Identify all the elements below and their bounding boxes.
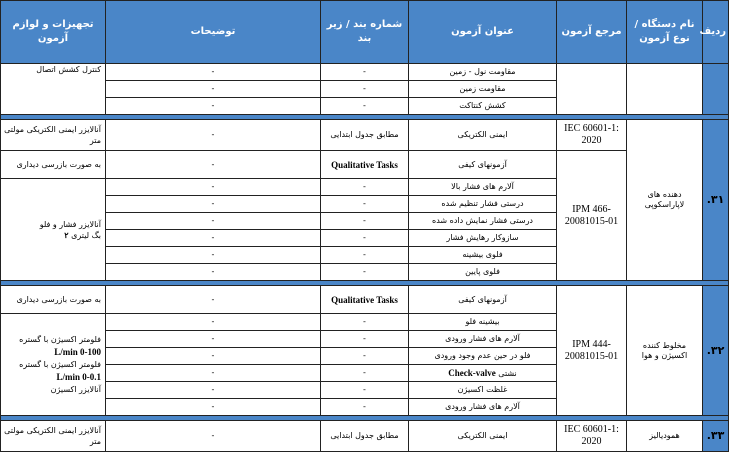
test-title: آلارم های فشار ورودی bbox=[409, 331, 557, 348]
equipment-text: بگ لیتری bbox=[71, 230, 101, 240]
equipment-line: آنالایزر فشار و فلو bbox=[39, 219, 101, 229]
clause-cell: - bbox=[321, 196, 409, 213]
test-title: آزمونهای کیفی bbox=[409, 151, 557, 179]
equipment-cell bbox=[1, 179, 106, 281]
description-cell: - bbox=[106, 81, 321, 98]
equipment-cell: آنالایزر ایمنی الکتریکی مولتی متر bbox=[1, 120, 106, 151]
clause-cell: - bbox=[321, 179, 409, 196]
description-cell: - bbox=[106, 382, 321, 399]
clause-cell: - bbox=[321, 213, 409, 230]
test-title: بیشینه فلو bbox=[409, 314, 557, 331]
description-cell: - bbox=[106, 365, 321, 382]
device-cell bbox=[627, 64, 703, 115]
test-title: ایمنی الکتریکی bbox=[409, 120, 557, 151]
description-cell: - bbox=[106, 64, 321, 81]
clause-cell: - bbox=[321, 399, 409, 416]
header-row-number: ردیف bbox=[703, 1, 729, 64]
test-reference: IEC 60601-1: 2020 bbox=[557, 120, 627, 151]
description-cell: - bbox=[106, 98, 321, 115]
test-title: مقاومت زمین bbox=[409, 81, 557, 98]
header-reference: مرجع آزمون bbox=[557, 1, 627, 64]
equipment-cell: به صورت بازرسی دیداری bbox=[1, 151, 106, 179]
test-title-text: نشتی bbox=[498, 368, 517, 378]
test-title: مقاومت نول - زمین bbox=[409, 64, 557, 81]
test-title: فلو در حین عدم وجود ورودی bbox=[409, 348, 557, 365]
equipment-cell bbox=[1, 314, 106, 416]
description-cell: - bbox=[106, 247, 321, 264]
row-index: ۳۱. bbox=[703, 120, 729, 281]
test-title: کشش کنتاکت bbox=[409, 98, 557, 115]
test-title: سازوکار رهایش فشار bbox=[409, 230, 557, 247]
clause-cell: - bbox=[321, 64, 409, 81]
equipment-line bbox=[3, 359, 101, 384]
equipment-number: ۲ bbox=[64, 230, 69, 240]
equipment-line bbox=[3, 334, 101, 359]
clause-cell: - bbox=[321, 314, 409, 331]
test-reference: IEC 60601-1: 2020 bbox=[557, 421, 627, 452]
test-reference: IPM 444-20081015-01 bbox=[557, 286, 627, 416]
header-device: نام دستگاه / نوع آزمون bbox=[627, 1, 703, 64]
clause-cell: - bbox=[321, 81, 409, 98]
test-title: درستی فشار نمایش داده شده bbox=[409, 213, 557, 230]
header-clause: شماره بند / زیر بند bbox=[321, 1, 409, 64]
device-name: همودیالیز bbox=[627, 421, 703, 452]
equipment-line bbox=[3, 230, 101, 241]
clause-cell: - bbox=[321, 382, 409, 399]
header-title: عنوان آزمون bbox=[409, 1, 557, 64]
header-equipment: تجهیزات و لوازم آزمون bbox=[1, 1, 106, 64]
clause-cell: - bbox=[321, 98, 409, 115]
table-row bbox=[1, 151, 729, 179]
row-index-cell bbox=[703, 64, 729, 115]
equipment-range: L/min 0-0.1 bbox=[56, 371, 101, 382]
clause-cell: مطابق جدول ابتدایی bbox=[321, 120, 409, 151]
test-title: درستی فشار تنظیم شده bbox=[409, 196, 557, 213]
test-title: ایمنی الکتریکی bbox=[409, 421, 557, 452]
test-title-latin: Check-valve bbox=[448, 367, 496, 378]
description-cell: - bbox=[106, 196, 321, 213]
table-row bbox=[1, 286, 729, 314]
description-cell: - bbox=[106, 179, 321, 196]
test-title: آلارم های فشار بالا bbox=[409, 179, 557, 196]
description-cell: - bbox=[106, 264, 321, 281]
header-description: توضیحات bbox=[106, 1, 321, 64]
table-row bbox=[1, 120, 729, 151]
test-reference: IPM 466-20081015-01 bbox=[557, 151, 627, 281]
clause-cell: - bbox=[321, 365, 409, 382]
equipment-text: فلومتر اکسیژن با گستره bbox=[19, 359, 101, 369]
description-cell: - bbox=[106, 421, 321, 452]
clause-cell: Qualitative Tasks bbox=[321, 286, 409, 314]
clause-cell: - bbox=[321, 331, 409, 348]
clause-cell: مطابق جدول ابتدایی bbox=[321, 421, 409, 452]
description-cell: - bbox=[106, 213, 321, 230]
description-cell: - bbox=[106, 120, 321, 151]
description-cell: - bbox=[106, 348, 321, 365]
device-name: مخلوط کننده اکسیژن و هوا bbox=[627, 286, 703, 416]
test-title: آلارم های فشار ورودی bbox=[409, 399, 557, 416]
test-title: فلوی پایین bbox=[409, 264, 557, 281]
equipment-cell: آنالایزر ایمنی الکتریکی مولتی متر bbox=[1, 421, 106, 452]
clause-cell: - bbox=[321, 348, 409, 365]
clause-cell: - bbox=[321, 230, 409, 247]
row-index: ۳۳. bbox=[703, 421, 729, 452]
description-cell: - bbox=[106, 230, 321, 247]
description-cell: - bbox=[106, 314, 321, 331]
description-cell: - bbox=[106, 151, 321, 179]
test-title bbox=[409, 365, 557, 382]
description-cell: - bbox=[106, 399, 321, 416]
device-name: دهنده های لاپاراسکوپی bbox=[627, 120, 703, 281]
table-row bbox=[1, 64, 729, 81]
header-row bbox=[1, 1, 729, 64]
equipment-range: L/min 0-100 bbox=[54, 346, 101, 357]
table-row bbox=[1, 421, 729, 452]
equipment-cell: کنترل کشش اتصال bbox=[1, 64, 106, 115]
test-title: آزمونهای کیفی bbox=[409, 286, 557, 314]
test-title: فلوی بیشینه bbox=[409, 247, 557, 264]
clause-cell: Qualitative Tasks bbox=[321, 151, 409, 179]
row-index: ۳۲. bbox=[703, 286, 729, 416]
equipment-line: آنالایزر اکسیژن bbox=[50, 384, 101, 394]
description-cell: - bbox=[106, 331, 321, 348]
equipment-text: فلومتر اکسیژن با گستره bbox=[19, 334, 101, 344]
clause-cell: - bbox=[321, 264, 409, 281]
description-cell: - bbox=[106, 286, 321, 314]
test-title: غلظت اکسیژن bbox=[409, 382, 557, 399]
reference-cell bbox=[557, 64, 627, 115]
clause-cell: - bbox=[321, 247, 409, 264]
equipment-cell: به صورت بازرسی دیداری bbox=[1, 286, 106, 314]
